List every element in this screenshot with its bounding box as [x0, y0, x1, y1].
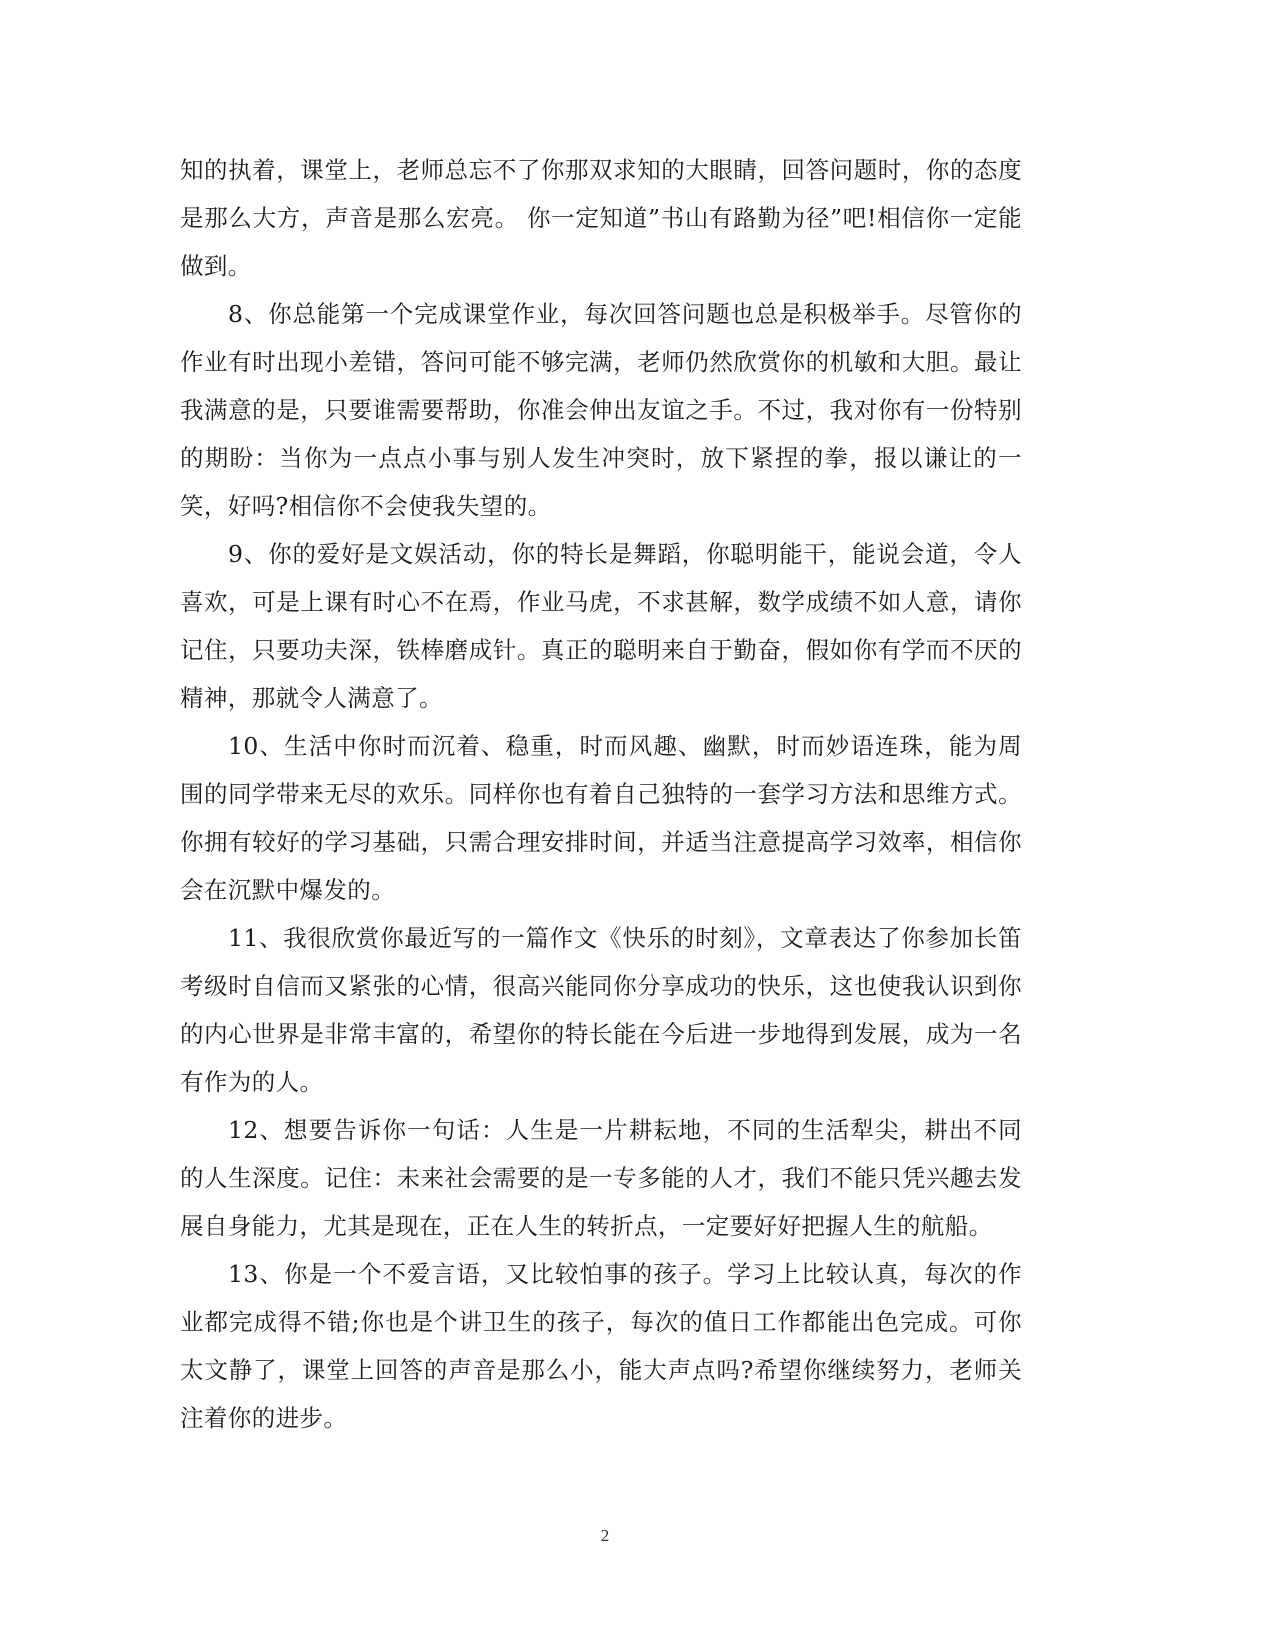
- paragraph-comment-10: 10、生活中你时而沉着、稳重，时而风趣、幽默，时而妙语连珠，能为周围的同学带来无尽的欢乐。同样你也有着自己独特的一套学习方法和思维方式。你拥有较好的学习基础，只需合理安排时间，并适当注意提高学习效率，相信你会在沉默中爆发的。: [180, 732, 1022, 904]
- paragraph-comment-13: 13、你是一个不爱言语，又比较怕事的孩子。学习上比较认真，每次的作业都完成得不错;你也是个讲卫生的孩子，每次的值日工作都能出色完成。可你太文静了，课堂上回答的声音是那么小，能大声点吗?希望你继续努力，老师关注着你的进步。: [180, 1260, 1022, 1432]
- page-number: 2: [600, 1526, 610, 1545]
- paragraph-continuation: 知的执着，课堂上，老师总忘不了你那双求知的大眼睛，回答问题时，你的态度是那么大方，声音是那么宏亮。 你一定知道”书山有路勤为径”吧!相信你一定能做到。: [180, 156, 1022, 280]
- document-body: [180, 146, 1022, 1442]
- paragraph-comment-8: 8、你总能第一个完成课堂作业，每次回答问题也总是积极举手。尽管你的作业有时出现小差错，答问可能不够完满，老师仍然欣赏你的机敏和大胆。最让我满意的是，只要谁需要帮助，你准会伸出友谊之手。不过，我对你有一份特别的期盼：当你为一点点小事与别人发生冲突时，放下紧捏的拳，报以谦让的一笑，好吗?相信你不会使我失望的。: [180, 300, 1022, 520]
- paragraph-comment-11: 11、我很欣赏你最近写的一篇作文《快乐的时刻》，文章表达了你参加长笛考级时自信而又紧张的心情，很高兴能同你分享成功的快乐，这也使我认识到你的内心世界是非常丰富的，希望你的特长能在今后进一步地得到发展，成为一名有作为的人。: [180, 924, 1022, 1096]
- paragraph-comment-12: 12、想要告诉你一句话：人生是一片耕耘地，不同的生活犁尖，耕出不同的人生深度。记住：未来社会需要的是一专多能的人才，我们不能只凭兴趣去发展自身能力，尤其是现在，正在人生的转折点，一定要好好把握人生的航船。: [180, 1116, 1022, 1240]
- paragraph-comment-9: 9、你的爱好是文娱活动，你的特长是舞蹈，你聪明能干，能说会道，令人喜欢，可是上课有时心不在焉，作业马虎，不求甚解，数学成绩不如人意，请你记住，只要功夫深，铁棒磨成针。真正的聪明来自于勤奋，假如你有学而不厌的精神，那就令人满意了。: [180, 540, 1022, 712]
